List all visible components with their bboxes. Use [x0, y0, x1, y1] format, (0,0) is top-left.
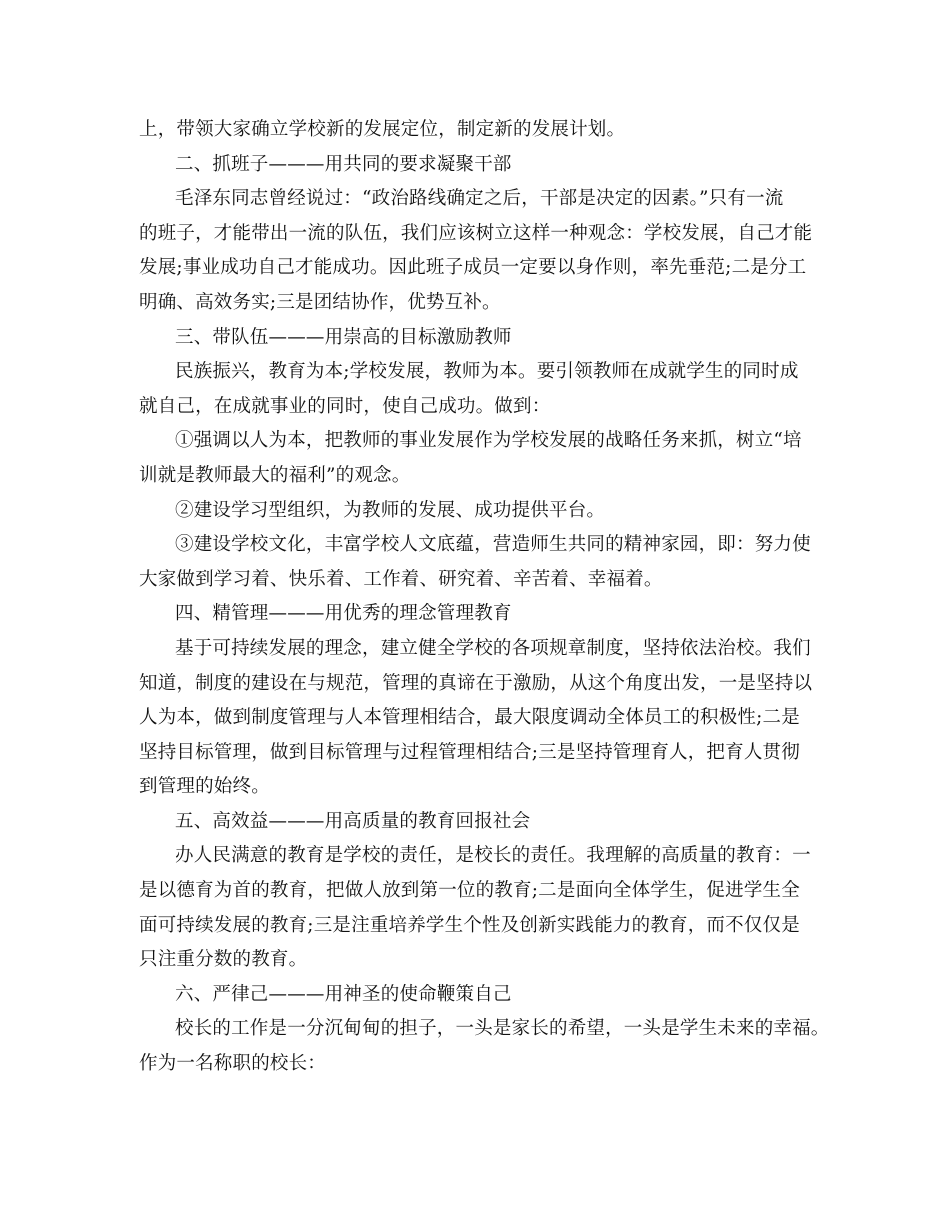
text-line: 民族振兴，教育为本;学校发展，教师为本。要引领教师在成就学生的同时成 — [175, 361, 799, 383]
text-line: 训就是教师最大的福利”的观念。 — [139, 464, 411, 486]
text-line: 知道，制度的建设在与规范，管理的真谛在于激励，从这个角度出发，一是坚持以 — [139, 672, 813, 694]
text-line: 只注重分数的教育。 — [139, 949, 308, 971]
list-item: ②建设学习型组织，为教师的发展、成功提供平台。 — [175, 499, 606, 521]
text-line: 就自己，在成就事业的同时，使自己成功。做到： — [139, 395, 551, 417]
text-line: 校长的工作是一分沉甸甸的担子，一头是家长的希望，一头是学生未来的幸福。 — [175, 1018, 830, 1040]
text-line: 人为本，做到制度管理与人本管理相结合，最大限度调动全体员工的积极性;二是 — [139, 707, 800, 729]
section-heading: 五、高效益———用高质量的教育回报社会 — [175, 810, 531, 832]
section-heading: 六、严律己———用神圣的使命鞭策自己 — [175, 983, 512, 1005]
text-line: 大家做到学习着、快乐着、工作着、研究着、辛苦着、幸福着。 — [139, 568, 663, 590]
text-line: 发展;事业成功自己才能成功。因此班子成员一定要以身作则，率先垂范;二是分工 — [139, 257, 807, 279]
list-item: ③建设学校文化，丰富学校人文底蕴，营造师生共同的精神家园，即：努力使 — [175, 534, 811, 556]
text-line: 的班子，才能带出一流的队伍，我们应该树立这样一种观念：学校发展，自己才能 — [139, 222, 813, 244]
text-line: 毛泽东同志曾经说过：“政治路线确定之后，干部是决定的因素。”只有一流 — [175, 188, 784, 210]
text-line: 办人民满意的教育是学校的责任，是校长的责任。我理解的高质量的教育：一 — [175, 845, 811, 867]
text-line: 明确、高效务实;三是团结协作，优势互补。 — [139, 291, 501, 313]
document-page — [139, 113, 829, 1082]
section-heading: 二、抓班子———用共同的要求凝聚干部 — [175, 153, 512, 175]
text-line: 上，带领大家确立学校新的发展定位，制定新的发展计划。 — [139, 119, 626, 140]
text-line: 作为一名称职的校长： — [139, 1053, 327, 1075]
text-line: 到管理的始终。 — [139, 776, 270, 798]
text-line: 面可持续发展的教育;三是注重培养学生个性及创新实践能力的教育，而不仅仅是 — [139, 914, 800, 936]
section-heading: 四、精管理———用优秀的理念管理教育 — [175, 603, 512, 625]
section-heading: 三、带队伍———用崇高的目标激励教师 — [175, 326, 512, 348]
text-line: 基于可持续发展的理念，建立健全学校的各项规章制度，坚持依法治校。我们 — [175, 637, 811, 659]
list-item: ①强调以人为本，把教师的事业发展作为学校发展的战略任务来抓，树立“培 — [175, 430, 802, 452]
text-line: 是以德育为首的教育，把做人放到第一位的教育;二是面向全体学生，促进学生全 — [139, 880, 800, 902]
text-line: 坚持目标管理，做到目标管理与过程管理相结合;三是坚持管理育人，把育人贯彻 — [139, 741, 800, 763]
